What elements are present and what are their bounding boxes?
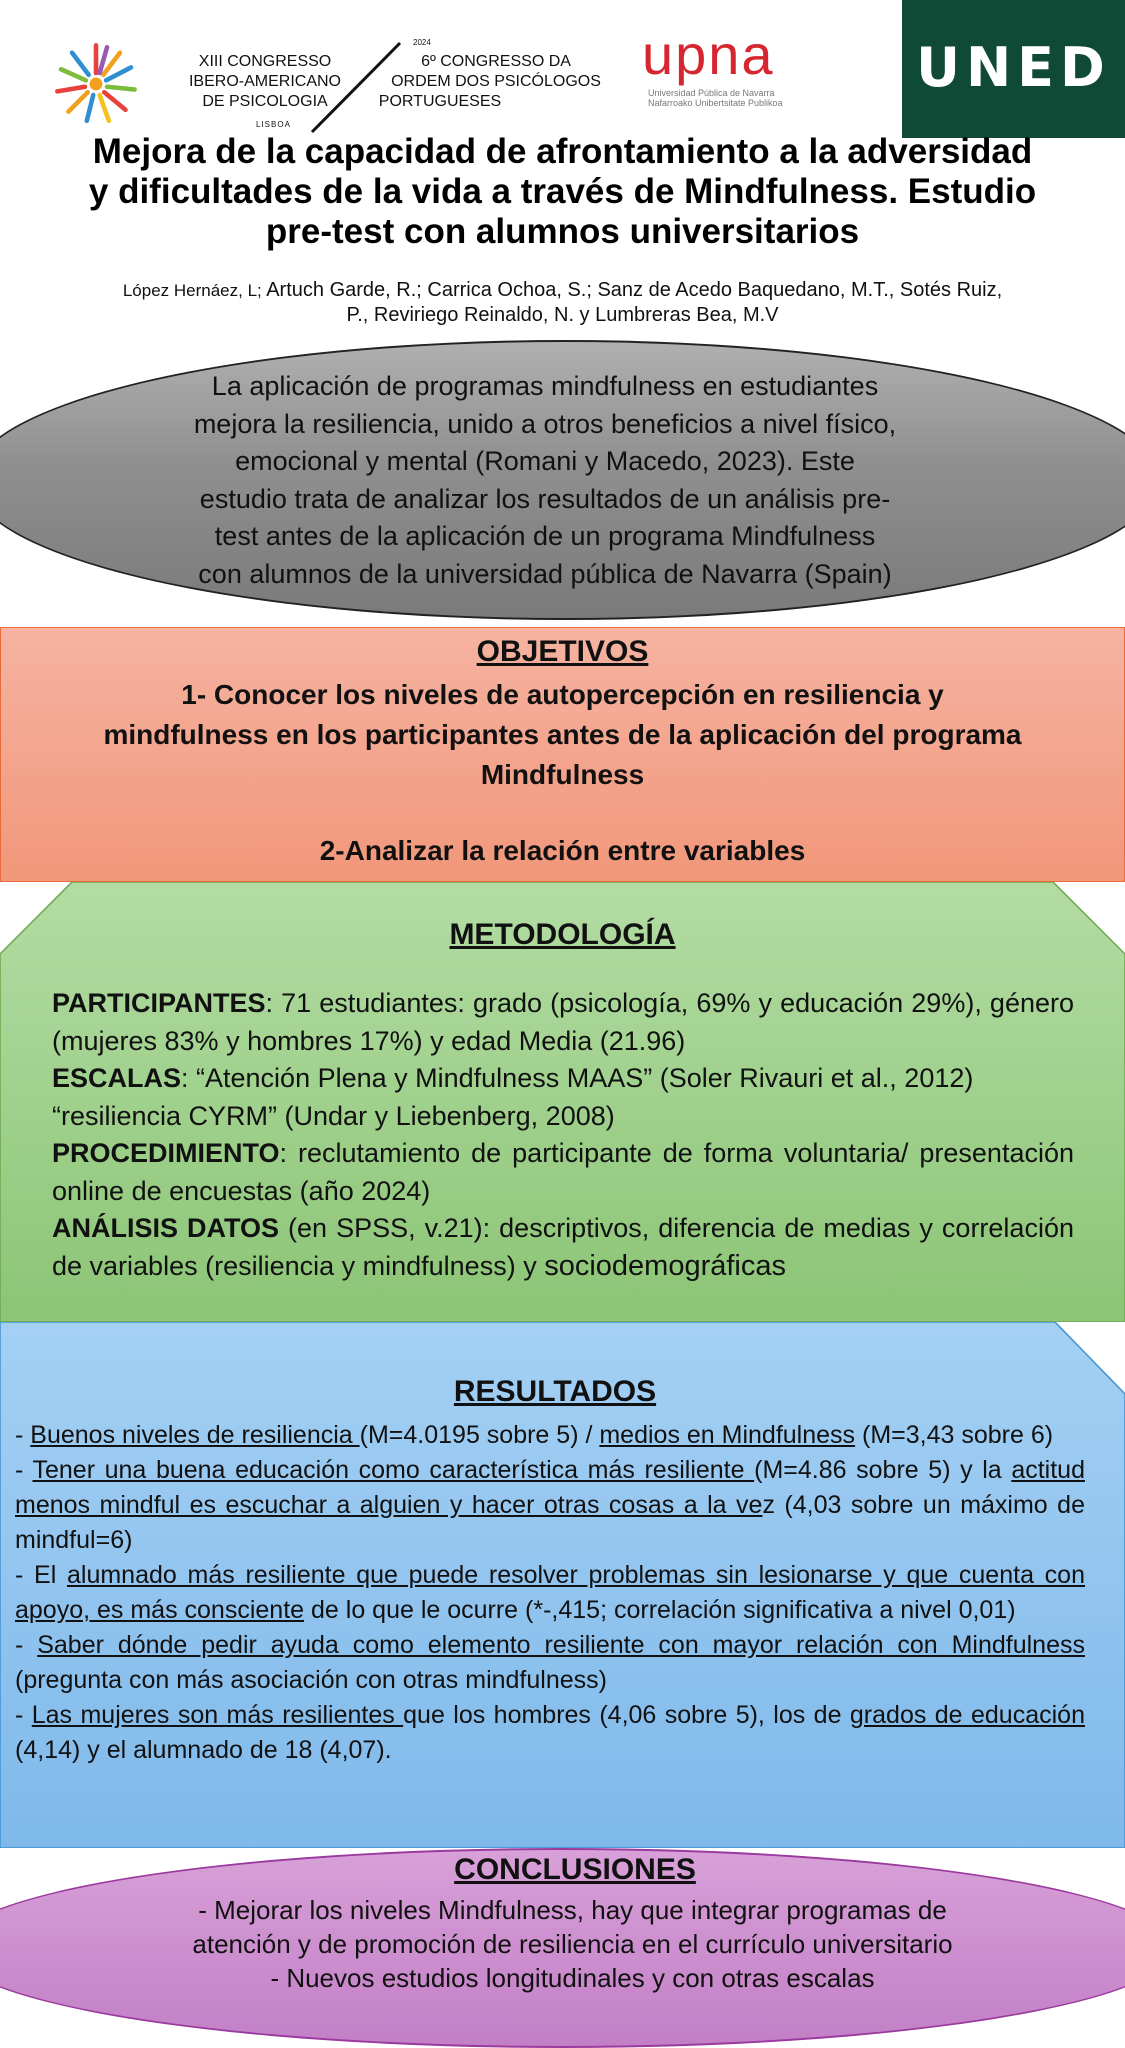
objetivo-1-line3: Mindfulness bbox=[480, 759, 645, 790]
co-authors-line1: Artuch Garde, R.; Carrica Ochoa, S.; Sanz de Acedo Baquedano, M.T., Sotés Ruiz, bbox=[261, 279, 1003, 301]
poster-header bbox=[0, 0, 1125, 135]
co-authors-line2: P., Reviriego Reinaldo, N. y Lumbreras Bea, M.V bbox=[346, 304, 779, 326]
resultado-3-bullet: - El bbox=[15, 1561, 67, 1589]
metodologia-body bbox=[52, 985, 1074, 1285]
upna-subtitle-es: Universidad Pública de Navarra bbox=[648, 88, 775, 98]
congress-city: LISBOA bbox=[256, 120, 291, 129]
escalas-text: : “Atención Plena y Mindfulness MAAS” (Soler Rivauri et al., 2012) bbox=[181, 1063, 974, 1093]
intro-line3: emocional y mental (Romani y Macedo, 2023). Este bbox=[235, 446, 855, 476]
first-author: López Hernáez, L; bbox=[122, 281, 262, 300]
metodologia-heading: METODOLOGÍA bbox=[449, 918, 676, 951]
congress-sunburst-logo bbox=[50, 38, 142, 130]
resultado-2-tail: z (4,03 sobre un máximo de mindful=6) bbox=[15, 1491, 1085, 1554]
resultado-4-tail: (pregunta con más asociación con otras mindfulness) bbox=[15, 1666, 607, 1694]
resultado-5-highlight-a: Las mujeres son más resilientes bbox=[31, 1701, 404, 1729]
resultado-1 bbox=[15, 1418, 1085, 1453]
resultado-1-bullet: - bbox=[15, 1421, 31, 1449]
authors-line1 bbox=[40, 278, 1085, 303]
congress-name-line2: IBERO-AMERICANO bbox=[188, 73, 341, 90]
intro-text bbox=[130, 368, 960, 593]
resultado-1-mid: (M=4.0195 sobre 5) / bbox=[359, 1421, 600, 1449]
objetivo-2: 2-Analizar la relación entre variables bbox=[319, 835, 806, 866]
conclusion-line2: atención y de promoción de resiliencia en el currículo universitario bbox=[192, 1929, 953, 1959]
title-line2: y dificultades de la vida a través de Mindfulness. Estudio bbox=[88, 172, 1037, 211]
resultado-4 bbox=[15, 1628, 1085, 1698]
intro-line1: La aplicación de programas mindfulness en estudiantes bbox=[211, 371, 879, 401]
objetivo-1-line2: mindfulness en los participantes antes de la aplicación del programa bbox=[103, 719, 1022, 750]
conclusiones-body bbox=[100, 1893, 1045, 1995]
participantes-paragraph bbox=[52, 985, 1074, 1060]
resultado-3-highlight: alumnado más resiliente que puede resolver problemas sin lesionarse y que cuenta con apoyo, es más consciente bbox=[15, 1561, 1085, 1624]
resultado-5-bullet: - bbox=[15, 1701, 32, 1729]
resultado-2-bullet: - bbox=[15, 1456, 33, 1484]
ordem-congress-line3: PORTUGUESES bbox=[378, 93, 502, 110]
resultado-3-tail: de lo que le ocurre (*-,415; correlación significativa a nivel 0,01) bbox=[304, 1596, 1016, 1624]
resultado-3 bbox=[15, 1558, 1085, 1628]
resultados-body bbox=[15, 1418, 1085, 1768]
participantes-label: PARTICIPANTES bbox=[52, 988, 266, 1018]
intro-line5: test antes de la aplicación de un programa Mindfulness bbox=[214, 521, 876, 551]
congress-name-line1: XIII CONGRESSO bbox=[198, 53, 332, 70]
uned-logo-word: UNED bbox=[916, 36, 1111, 99]
resultado-2 bbox=[15, 1453, 1085, 1558]
intro-line6: con alumnos de la universidad pública de Navarra (Spain) bbox=[198, 558, 892, 589]
poster-title bbox=[40, 132, 1085, 252]
resultado-2-highlight-a: Tener una buena educación como característica más resiliente bbox=[32, 1456, 755, 1484]
ordem-congress-year: 2024 bbox=[413, 38, 431, 47]
resultado-2-mid: (M=4.86 sobre 5) y la bbox=[754, 1456, 1012, 1484]
ordem-congress-line2: ORDEM DOS PSICÓLOGOS bbox=[391, 73, 601, 90]
procedimiento-text: : reclutamiento de participante de forma voluntaria/ presentación online de encuestas (año 2024) bbox=[52, 1138, 1074, 1206]
title-line3: pre-test con alumnos universitarios bbox=[265, 212, 860, 251]
resultado-1-highlight-b: medios en Mindfulness bbox=[599, 1421, 856, 1449]
objetivo-1-line1: 1- Conocer los niveles de autopercepción en resiliencia y bbox=[181, 679, 944, 710]
title-line1: Mejora de la capacidad de afrontamiento a la adversidad bbox=[92, 132, 1033, 171]
analisis-label: ANÁLISIS DATOS bbox=[52, 1213, 280, 1243]
objetivos-heading: OBJETIVOS bbox=[476, 635, 649, 668]
resultado-5 bbox=[15, 1698, 1085, 1768]
conclusion-line3: - Nuevos estudios longitudinales y con otras escalas bbox=[270, 1963, 875, 1993]
congress-name-line3: DE PSICOLOGIA bbox=[202, 93, 328, 110]
resultado-4-highlight: Saber dónde pedir ayuda como elemento resiliente con mayor relación con Mindfulness bbox=[37, 1631, 1085, 1659]
upna-subtitle-eu: Nafarroako Unibertsitate Publikoa bbox=[648, 98, 783, 108]
resultado-2-highlight-b: actitud menos mindful es escuchar a alguien y hacer otras cosas a la ve bbox=[15, 1456, 1085, 1519]
authors-list bbox=[40, 278, 1085, 328]
resultado-4-bullet: - bbox=[15, 1631, 38, 1659]
resultados-heading: RESULTADOS bbox=[453, 1375, 657, 1408]
objetivo-1 bbox=[10, 675, 1115, 795]
participantes-text: : 71 estudiantes: grado (psicología, 69% y educación 29%), género (mujeres 83% y hombres 17%) y edad Media (21.96) bbox=[52, 988, 1074, 1056]
ordem-congress-line1: 6º CONGRESSO DA bbox=[421, 53, 571, 70]
resultado-5-tail: (4,14) y el alumnado de 18 (4,07). bbox=[15, 1736, 392, 1764]
conclusion-line1: - Mejorar los niveles Mindfulness, hay que integrar programas de bbox=[198, 1895, 947, 1925]
resultado-1-highlight-a: Buenos niveles de resiliencia bbox=[30, 1421, 360, 1449]
escalas-paragraph bbox=[52, 1060, 1074, 1098]
resultado-5-mid: que los hombres (4,06 sobre 5), los de bbox=[403, 1701, 850, 1729]
resultado-1-tail: (M=3,43 sobre 6) bbox=[855, 1421, 1054, 1449]
upna-logo-word: upna bbox=[642, 30, 775, 86]
escalas-text-2: “resiliencia CYRM” (Undar y Liebenberg, 2008) bbox=[52, 1100, 615, 1131]
conclusiones-heading: CONCLUSIONES bbox=[454, 1853, 696, 1886]
intro-line2: mejora la resiliencia, unido a otros beneficios a nivel físico, bbox=[193, 408, 897, 439]
procedimiento-label: PROCEDIMIENTO bbox=[52, 1138, 280, 1168]
analisis-paragraph bbox=[52, 1210, 1074, 1285]
analisis-text: (en SPSS, v.21): descriptivos, diferencia de medias y correlación de variables (resiliencia y mindfulness) y bbox=[52, 1213, 1074, 1281]
resultado-5-highlight-b: grados de educación bbox=[849, 1701, 1085, 1729]
upna-logo bbox=[640, 30, 880, 88]
procedimiento-paragraph bbox=[52, 1135, 1074, 1210]
analisis-tail: sociodemográficas bbox=[544, 1249, 786, 1282]
intro-line4: estudio trata de analizar los resultados de un análisis pre- bbox=[199, 483, 891, 514]
escalas-label: ESCALAS bbox=[52, 1063, 182, 1093]
